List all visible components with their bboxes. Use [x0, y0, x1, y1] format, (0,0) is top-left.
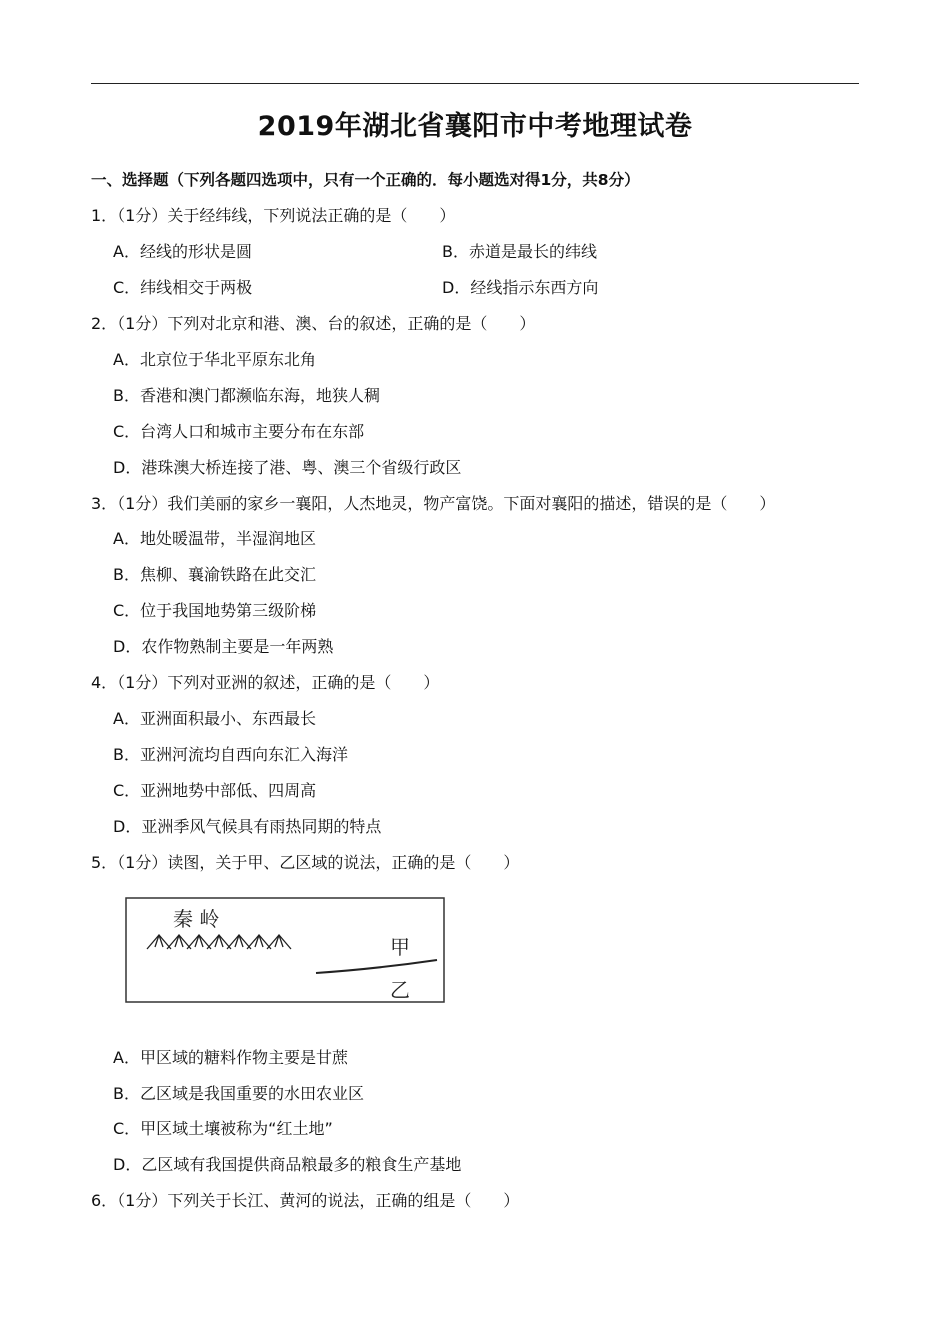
region-jia-label: 甲 [390, 935, 410, 959]
question-5-option-b[interactable]: B．乙区域是我国重要的水田农业区 [113, 1084, 364, 1103]
question-1-option-c[interactable]: C．纬线相交于两极 [113, 278, 253, 297]
question-4-option-a[interactable]: A．亚洲面积最小、东西最长 [113, 709, 316, 728]
section-heading: 一、选择题（下列各题四选项中，只有一个正确的．每小题选对得1分，共8分） [91, 171, 640, 189]
question-1-option-b[interactable]: B．赤道是最长的纬线 [442, 242, 597, 261]
question-5-option-c[interactable]: C．甲区域土壤被称为“红土地” [113, 1119, 333, 1138]
page-title: 2019年湖北省襄阳市中考地理试卷 [257, 111, 693, 142]
question-6-stem: 6．（1分）下列关于长江、黄河的说法，正确的组是（ ） [91, 1191, 520, 1210]
question-2-option-d[interactable]: D．港珠澳大桥连接了港、粤、澳三个省级行政区 [113, 458, 462, 477]
question-4-stem: 4．（1分）下列对亚洲的叙述，正确的是（ ） [91, 673, 440, 692]
question-5-option-a[interactable]: A．甲区域的糖料作物主要是甘蔗 [113, 1048, 348, 1067]
question-2-stem: 2．（1分）下列对北京和港、澳、台的叙述，正确的是（ ） [91, 314, 536, 333]
question-1-option-a[interactable]: A．经线的形状是圆 [113, 242, 252, 261]
question-4-option-d[interactable]: D．亚洲季风气候具有雨热同期的特点 [113, 817, 382, 836]
region-map-figure [125, 897, 445, 1003]
question-3-option-b[interactable]: B．焦柳、襄渝铁路在此交汇 [113, 565, 316, 584]
question-3-stem: 3．（1分）我们美丽的家乡一襄阳，人杰地灵，物产富饶。下面对襄阳的描述，错误的是（ ） [91, 494, 776, 513]
question-4-option-b[interactable]: B．亚洲河流均自西向东汇入海洋 [113, 745, 348, 764]
question-5-option-d[interactable]: D．乙区域有我国提供商品粮最多的粮食生产基地 [113, 1155, 462, 1174]
question-4-option-c[interactable]: C．亚洲地势中部低、四周高 [113, 781, 317, 800]
question-3-option-c[interactable]: C．位于我国地势第三级阶梯 [113, 601, 317, 620]
question-1-option-d[interactable]: D．经线指示东西方向 [442, 278, 599, 297]
region-yi-label: 乙 [390, 978, 410, 1002]
header-rule [91, 83, 859, 84]
question-2-option-c[interactable]: C．台湾人口和城市主要分布在东部 [113, 422, 365, 441]
question-3-option-a[interactable]: A．地处暖温带，半湿润地区 [113, 529, 316, 548]
question-1-stem: 1．（1分）关于经纬线，下列说法正确的是（ ） [91, 206, 456, 225]
question-2-option-b[interactable]: B．香港和澳门都濒临东海，地狭人稠 [113, 386, 380, 405]
qinling-label: 秦 岭 [173, 907, 220, 931]
question-2-option-a[interactable]: A．北京位于华北平原东北角 [113, 350, 316, 369]
question-3-option-d[interactable]: D．农作物熟制主要是一年两熟 [113, 637, 334, 656]
question-5-stem: 5．（1分）读图，关于甲、乙区域的说法，正确的是（ ） [91, 853, 520, 872]
